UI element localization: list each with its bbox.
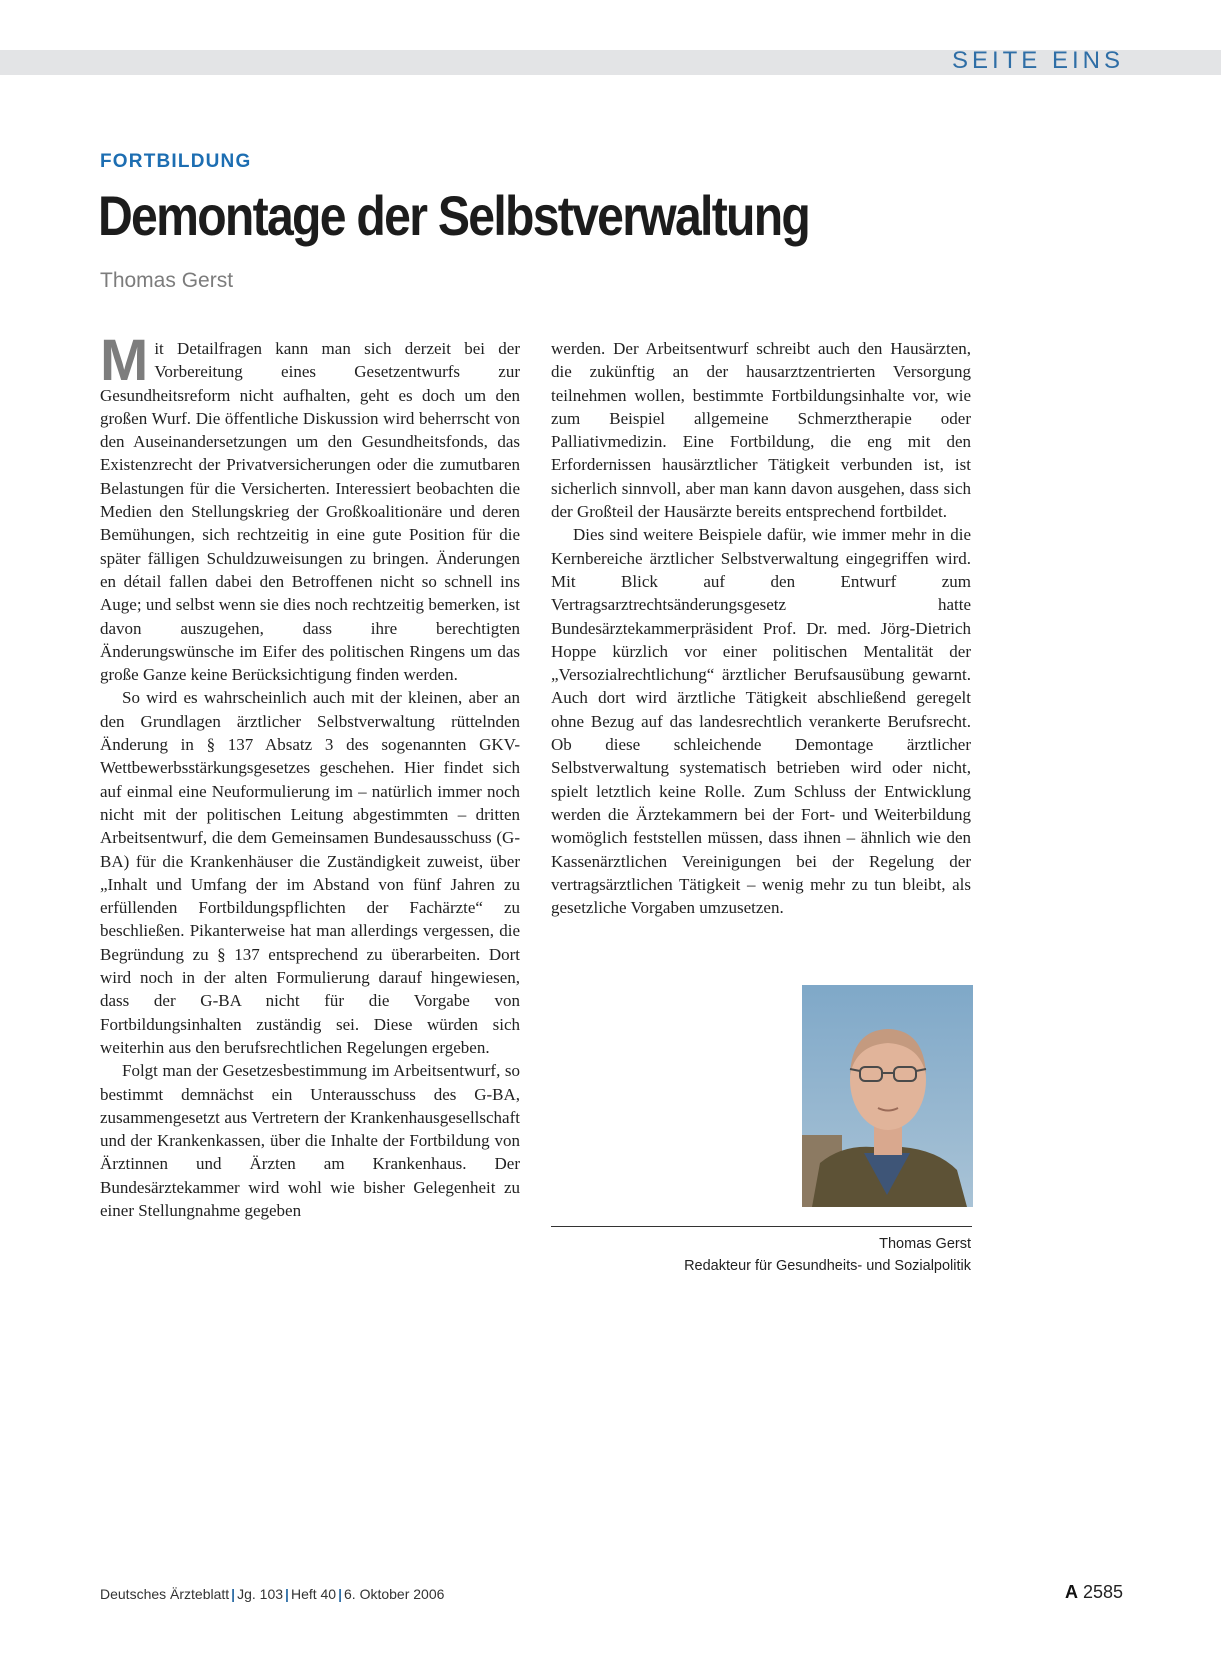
drop-cap: M (100, 328, 149, 393)
paragraph: So wird es wahrscheinlich auch mit der kleinen, aber an den Grundlagen ärztlicher Selbstverwaltung rüttelnden Änderung in § 137 Absatz 3 des sogenannten GKV-Wettbewerbsstärkungsgesetzes geschehen. Hier findet sich auf einmal eine Neuformulierung im – natürlich immer noch nicht mit der politischen Leitung abgestimmten – dritten Arbeitsentwurf, die dem Gemeinsamen Bundesausschuss (G-BA) für die Krankenhäuser die Zuständigkeit zuweist, über „Inhalt und Umfang der im Abstand von fünf Jahren zu erfüllenden Fortbildungspflichten der Fachärzte“ zu beschließen. Pikanterweise hat man allerdings vergessen, die Begründung zu § 137 entsprechend zu überarbeiten. Dort wird noch in der alten Formulierung darauf hingewiesen, dass der G-BA nicht für die Vorgabe von Fortbildungsinhalten zuständig sei. Diese würden sich weiterhin aus den berufsrechtlichen Regelungen ergeben. (100, 688, 520, 1057)
article-author: Thomas Gerst (100, 269, 234, 292)
page-number-value: 2585 (1082, 1582, 1123, 1602)
page-prefix: A (1064, 1582, 1078, 1602)
photo-caption (684, 1233, 971, 1277)
page-number (1065, 1582, 1123, 1603)
footer-volume: Jg. 103 (237, 1586, 284, 1602)
author-photo (802, 985, 973, 1207)
paragraph: Dies sind weitere Beispiele dafür, wie immer mehr in die Kernbereiche ärztlicher Selbstverwaltung eingegriffen wird. Mit Blick auf den Entwurf zum Vertragsarztrechtsänderungsgesetz hatte Bundesärztekammerpräsident Prof. Dr. med. Jörg-Dietrich Hoppe kürzlich vor einer politischen Mentalität der „Versozialrechtlichung“ ärztlicher Berufsausübung gewarnt. Auch dort wird ärztliche Tätigkeit abschließend geregelt ohne Bezug auf das landesrechtlich verankerte Berufsrecht. Ob diese schleichende Demontage ärztlicher Selbstverwaltung systematisch betrieben wird oder nicht, spielt letztlich keine Rolle. Zum Schluss der Entwicklung werden die Ärztekammern bei der Fort- und Weiterbildung womöglich feststellen müssen, dass ihnen – ähnlich wie den Kassenärztlichen Vereinigungen bei der Regelung der vertragsärztlichen Tätigkeit – wenig mehr zu tun bleibt, als gesetzliche Vorgaben umzusetzen. (551, 525, 971, 918)
caption-rule (551, 1226, 972, 1227)
paragraph: Mit Detailfragen kann man sich derzeit bei der Vorbereitung eines Gesetzentwurfs zur Gesundheitsreform nicht aufhalten, geht es doch um den großen Wurf. Die öffentliche Diskussion wird beherrscht von den Auseinandersetzungen um den Gesundheitsfonds, das Existenzrecht der Privatversicherungen oder die zumutbaren Belastungen für die Versicherten. Interessiert beobachten die Medien den Stellungskrieg der Großkoalitionäre und deren Bemühungen, sich rechtzeitig in eine gute Position für die später fälligen Schuldzuweisungen zu bringen. Änderungen en détail fallen dabei den Betroffenen nicht so schnell ins Auge; und selbst wenn sie dies noch rechtzeitig bemerken, ist davon auszugehen, dass ihre berechtigten Änderungswünsche im Eifer des politischen Ringens um das große Ganze keine Berücksichtigung finden werden. (100, 328, 520, 685)
section-label: SEITE EINS (951, 47, 1124, 74)
caption-name: Thomas Gerst (879, 1236, 971, 1252)
article-kicker: FORTBILDUNG (100, 151, 252, 172)
footer-journal: Deutsches Ärzteblatt (100, 1586, 230, 1602)
footer-issue: Heft 40 (290, 1586, 337, 1602)
footer-citation: Deutsches Ärzteblatt | Jg. 103 | Heft 40 | 6. Oktober 2006 (100, 1586, 445, 1602)
text-column-left (100, 328, 520, 1222)
paragraph: Folgt man der Gesetzesbestimmung im Arbeitsentwurf, so bestimmt demnächst ein Unterausschuss des G-BA, zusammengesetzt aus Vertretern der Krankenhausgesellschaft und der Krankenkassen, über die Inhalte der Fortbildung von Ärztinnen und Ärzten am Krankenhaus. Der Bundesärztekammer wird wohl wie bisher Gelegenheit zu einer Stellungnahme gegeben (100, 1061, 520, 1220)
paragraph: werden. Der Arbeitsentwurf schreibt auch den Hausärzten, die zukünftig an der hausarztzentrierten Versorgung teilnehmen wollen, bestimmte Fortbildungsinhalte vor, wie zum Beispiel allgemeine Schmerztherapie oder Palliativmedizin. Eine Fortbildung, die eng mit den Erfordernissen hausärztlicher Tätigkeit verbunden ist, ist sicherlich sinnvoll, aber man kann davon ausgehen, dass sich der Großteil der Hausärzte bereits entsprechend fortbildet. (551, 339, 971, 522)
article-title: Demontage der Selbstverwaltung (98, 184, 810, 247)
footer-date: 6. Oktober 2006 (344, 1586, 445, 1602)
caption-role: Redakteur für Gesundheits- und Sozialpolitik (684, 1258, 971, 1274)
text-column-right (551, 337, 971, 919)
